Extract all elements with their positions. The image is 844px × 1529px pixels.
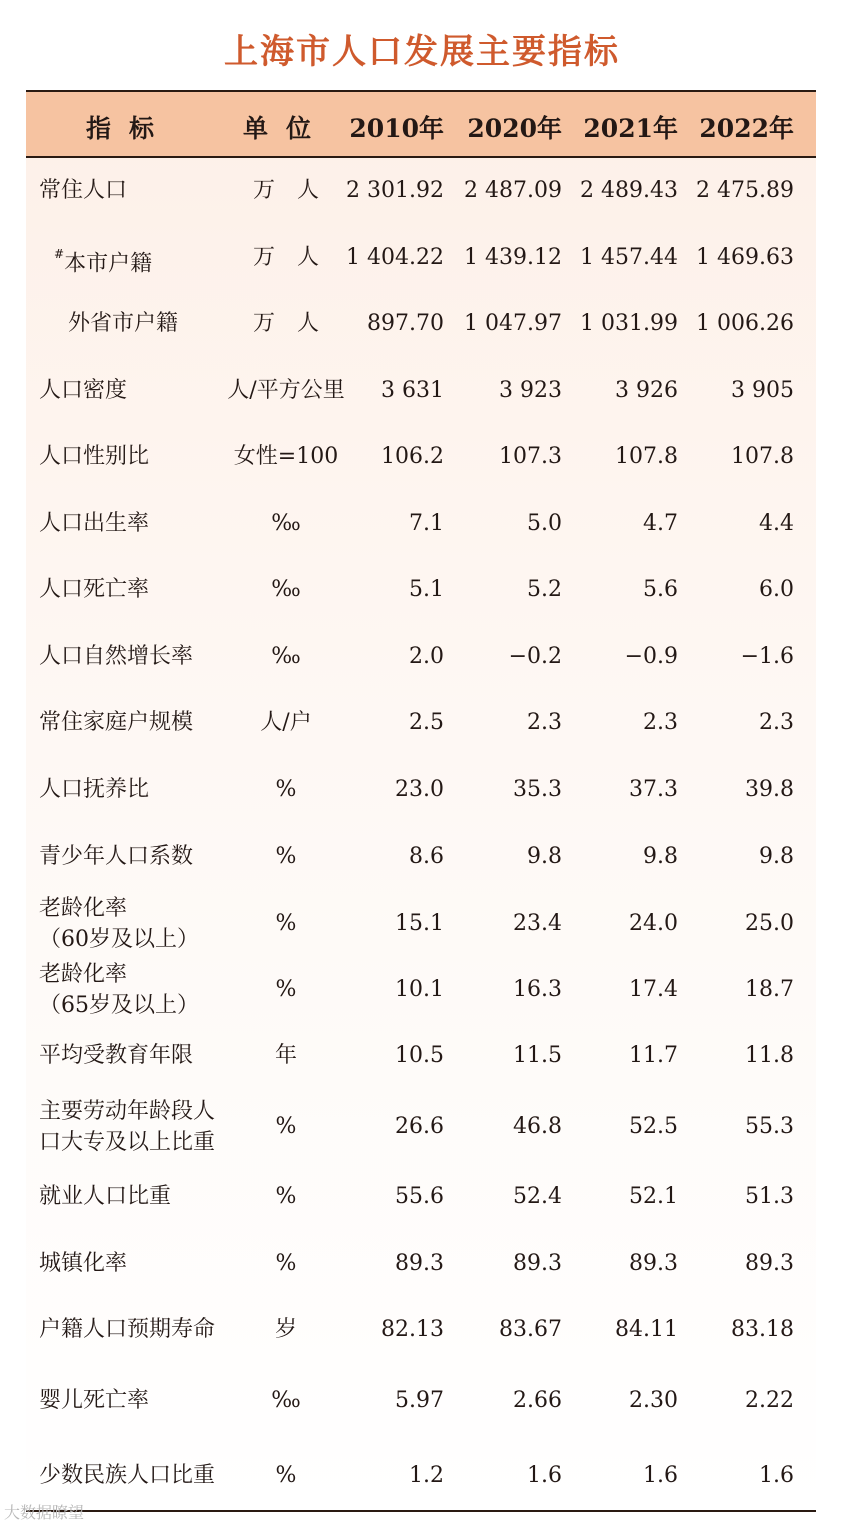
row-value-2022: 107.8 <box>731 444 794 469</box>
row-indicator-name <box>39 959 199 1021</box>
row-value-2020: 35.3 <box>513 777 562 802</box>
row-indicator-name <box>39 1461 215 1491</box>
row-indicator-name <box>39 575 149 605</box>
row-value-2010: 8.6 <box>409 844 444 869</box>
header-2021: 2021年 <box>583 114 678 143</box>
row-name-line1: 就业人口比重 <box>39 1184 172 1209</box>
row-value-2022: −1.6 <box>740 644 794 669</box>
row-unit: 万 人 <box>252 178 319 203</box>
row-value-2010: 1.2 <box>409 1463 444 1488</box>
row-name-line1: 平均受教育年限 <box>39 1043 194 1068</box>
row-value-2020: −0.2 <box>508 644 562 669</box>
row-name-line1: 常住人口 <box>39 178 128 203</box>
row-value-2010: 2 301.92 <box>346 178 444 203</box>
row-unit: 人/平方公里 <box>227 378 345 403</box>
row-value-2022: 2.22 <box>745 1388 794 1413</box>
row-value-2021: 1 031.99 <box>580 311 678 336</box>
row-name-line2: （60岁及以上） <box>39 927 199 952</box>
row-indicator-name <box>39 642 193 672</box>
row-name-line1: 青少年人口系数 <box>39 844 194 869</box>
row-value-2022: 1.6 <box>759 1463 794 1488</box>
row-unit: % <box>275 1184 297 1209</box>
row-unit: 女性=100 <box>233 444 339 469</box>
row-name-line1: 主要劳动年龄段人 <box>39 1099 216 1124</box>
row-value-2010: 15.1 <box>395 911 444 936</box>
row-value-2021: 1 457.44 <box>580 245 678 270</box>
row-value-2020: 83.67 <box>499 1317 562 1342</box>
row-value-2020: 52.4 <box>513 1184 562 1209</box>
row-name-line1: 老龄化率 <box>39 896 128 921</box>
row-unit: % <box>275 977 297 1002</box>
row-value-2022: 3 905 <box>731 378 794 403</box>
row-name-line1: 少数民族人口比重 <box>39 1463 216 1488</box>
row-value-2010: 23.0 <box>395 777 444 802</box>
row-value-2020: 89.3 <box>513 1251 562 1276</box>
row-value-2020: 5.0 <box>527 511 562 536</box>
row-value-2010: 26.6 <box>395 1114 444 1139</box>
row-value-2021: −0.9 <box>624 644 678 669</box>
row-value-2020: 1 439.12 <box>464 245 562 270</box>
row-name-line1: 户籍人口预期寿命 <box>39 1317 216 1342</box>
row-value-2020: 9.8 <box>527 844 562 869</box>
row-value-2021: 52.5 <box>629 1114 678 1139</box>
row-value-2021: 2 489.43 <box>580 178 678 203</box>
row-value-2010: 897.70 <box>367 311 444 336</box>
row-value-2020: 2.66 <box>513 1388 562 1413</box>
row-name-line1: 常住家庭户规模 <box>39 710 194 735</box>
row-indicator-name <box>39 893 199 955</box>
row-value-2022: 1 006.26 <box>696 311 794 336</box>
row-value-2020: 46.8 <box>513 1114 562 1139</box>
row-indicator-name <box>39 1096 215 1158</box>
row-value-2021: 9.8 <box>643 844 678 869</box>
row-value-2010: 55.6 <box>395 1184 444 1209</box>
row-value-2022: 4.4 <box>759 511 794 536</box>
row-value-2022: 9.8 <box>759 844 794 869</box>
row-value-2020: 11.5 <box>513 1043 562 1068</box>
row-indicator-name <box>39 376 127 406</box>
row-name-line1: 人口密度 <box>39 378 128 403</box>
row-name-line1: 人口出生率 <box>39 511 150 536</box>
row-name-line2: 口大专及以上比重 <box>39 1130 216 1155</box>
row-name-line2: （65岁及以上） <box>39 993 199 1018</box>
row-value-2022: 18.7 <box>745 977 794 1002</box>
row-unit: ‰ <box>271 577 301 602</box>
row-name-line1: 城镇化率 <box>39 1251 128 1276</box>
row-value-2010: 7.1 <box>409 511 444 536</box>
row-unit: 岁 <box>274 1317 297 1342</box>
row-indicator-name <box>39 1249 127 1279</box>
header-2010: 2010年 <box>349 114 444 143</box>
row-value-2010: 106.2 <box>381 444 444 469</box>
row-value-2010: 1 404.22 <box>346 245 444 270</box>
row-name-line1: 人口自然增长率 <box>39 644 194 669</box>
row-indicator-name <box>39 1041 193 1071</box>
row-value-2010: 10.1 <box>395 977 444 1002</box>
row-value-2021: 84.11 <box>615 1317 678 1342</box>
row-value-2010: 89.3 <box>395 1251 444 1276</box>
row-indicator-name <box>39 1182 171 1212</box>
row-value-2010: 5.97 <box>395 1388 444 1413</box>
row-value-2021: 3 926 <box>615 378 678 403</box>
row-value-2020: 1.6 <box>527 1463 562 1488</box>
row-value-2021: 17.4 <box>629 977 678 1002</box>
row-value-2010: 5.1 <box>409 577 444 602</box>
row-value-2021: 24.0 <box>629 911 678 936</box>
row-value-2020: 107.3 <box>499 444 562 469</box>
row-indicator-name <box>39 442 149 472</box>
row-indicator-name <box>39 1386 149 1416</box>
row-unit: % <box>275 1463 297 1488</box>
row-name-line1: 人口抚养比 <box>39 777 150 802</box>
row-unit: 万 人 <box>252 311 319 336</box>
row-unit: 年 <box>274 1043 297 1068</box>
row-unit: 人/户 <box>260 710 312 735</box>
row-unit: 万 人 <box>252 245 319 270</box>
row-value-2021: 37.3 <box>629 777 678 802</box>
row-unit: ‰ <box>271 511 301 536</box>
row-value-2022: 55.3 <box>745 1114 794 1139</box>
row-name-line1: 外省市户籍 <box>68 311 179 336</box>
row-indicator-name <box>39 842 193 872</box>
header-2022: 2022年 <box>699 114 794 143</box>
row-value-2021: 107.8 <box>615 444 678 469</box>
row-value-2022: 51.3 <box>745 1184 794 1209</box>
row-unit: % <box>275 911 297 936</box>
row-indicator-name <box>39 708 193 738</box>
row-value-2020: 2 487.09 <box>464 178 562 203</box>
row-value-2022: 25.0 <box>745 911 794 936</box>
row-value-2020: 5.2 <box>527 577 562 602</box>
row-value-2020: 16.3 <box>513 977 562 1002</box>
row-value-2022: 11.8 <box>745 1043 794 1068</box>
row-value-2022: 39.8 <box>745 777 794 802</box>
row-unit: % <box>275 1251 297 1276</box>
row-value-2020: 2.3 <box>527 710 562 735</box>
row-indicator-name <box>39 509 149 539</box>
row-indicator-name <box>68 309 178 339</box>
row-value-2022: 83.18 <box>731 1317 794 1342</box>
row-unit: % <box>275 1114 297 1139</box>
row-value-2021: 4.7 <box>643 511 678 536</box>
row-indicator-name <box>54 243 152 279</box>
row-value-2021: 2.3 <box>643 710 678 735</box>
row-value-2010: 3 631 <box>381 378 444 403</box>
row-value-2021: 11.7 <box>629 1043 678 1068</box>
row-value-2021: 52.1 <box>629 1184 678 1209</box>
header-unit: 单位 <box>242 114 329 143</box>
table-header <box>26 92 816 158</box>
row-value-2021: 5.6 <box>643 577 678 602</box>
footnote-mark: # <box>54 247 65 261</box>
header-2020: 2020年 <box>467 114 562 143</box>
row-value-2022: 2 475.89 <box>696 178 794 203</box>
row-value-2010: 82.13 <box>381 1317 444 1342</box>
row-name-line1: 人口死亡率 <box>39 577 150 602</box>
row-value-2021: 2.30 <box>629 1388 678 1413</box>
page-title: 上海市人口发展主要指标 <box>224 32 620 72</box>
row-indicator-name <box>39 176 127 206</box>
indicator-table <box>26 90 816 1512</box>
row-value-2010: 10.5 <box>395 1043 444 1068</box>
row-value-2010: 2.0 <box>409 644 444 669</box>
row-value-2010: 2.5 <box>409 710 444 735</box>
header-indicator: 指标 <box>86 114 173 143</box>
row-value-2022: 1 469.63 <box>696 245 794 270</box>
row-name-line1: 婴儿死亡率 <box>39 1388 150 1413</box>
row-unit: % <box>275 844 297 869</box>
row-value-2022: 2.3 <box>759 710 794 735</box>
row-value-2020: 23.4 <box>513 911 562 936</box>
watermark: 大数据瞭望 <box>4 1503 85 1522</box>
row-name-line1: 人口性别比 <box>39 444 150 469</box>
row-indicator-name <box>39 775 149 805</box>
row-value-2021: 89.3 <box>629 1251 678 1276</box>
row-unit: ‰ <box>271 644 301 669</box>
row-value-2021: 1.6 <box>643 1463 678 1488</box>
row-value-2020: 1 047.97 <box>464 311 562 336</box>
row-indicator-name <box>39 1315 215 1345</box>
row-value-2020: 3 923 <box>499 378 562 403</box>
row-value-2022: 6.0 <box>759 577 794 602</box>
row-name-line1: 本市户籍 <box>64 251 153 277</box>
row-name-line1: 老龄化率 <box>39 962 128 987</box>
row-value-2022: 89.3 <box>745 1251 794 1276</box>
row-unit: % <box>275 777 297 802</box>
row-unit: ‰ <box>271 1388 301 1413</box>
